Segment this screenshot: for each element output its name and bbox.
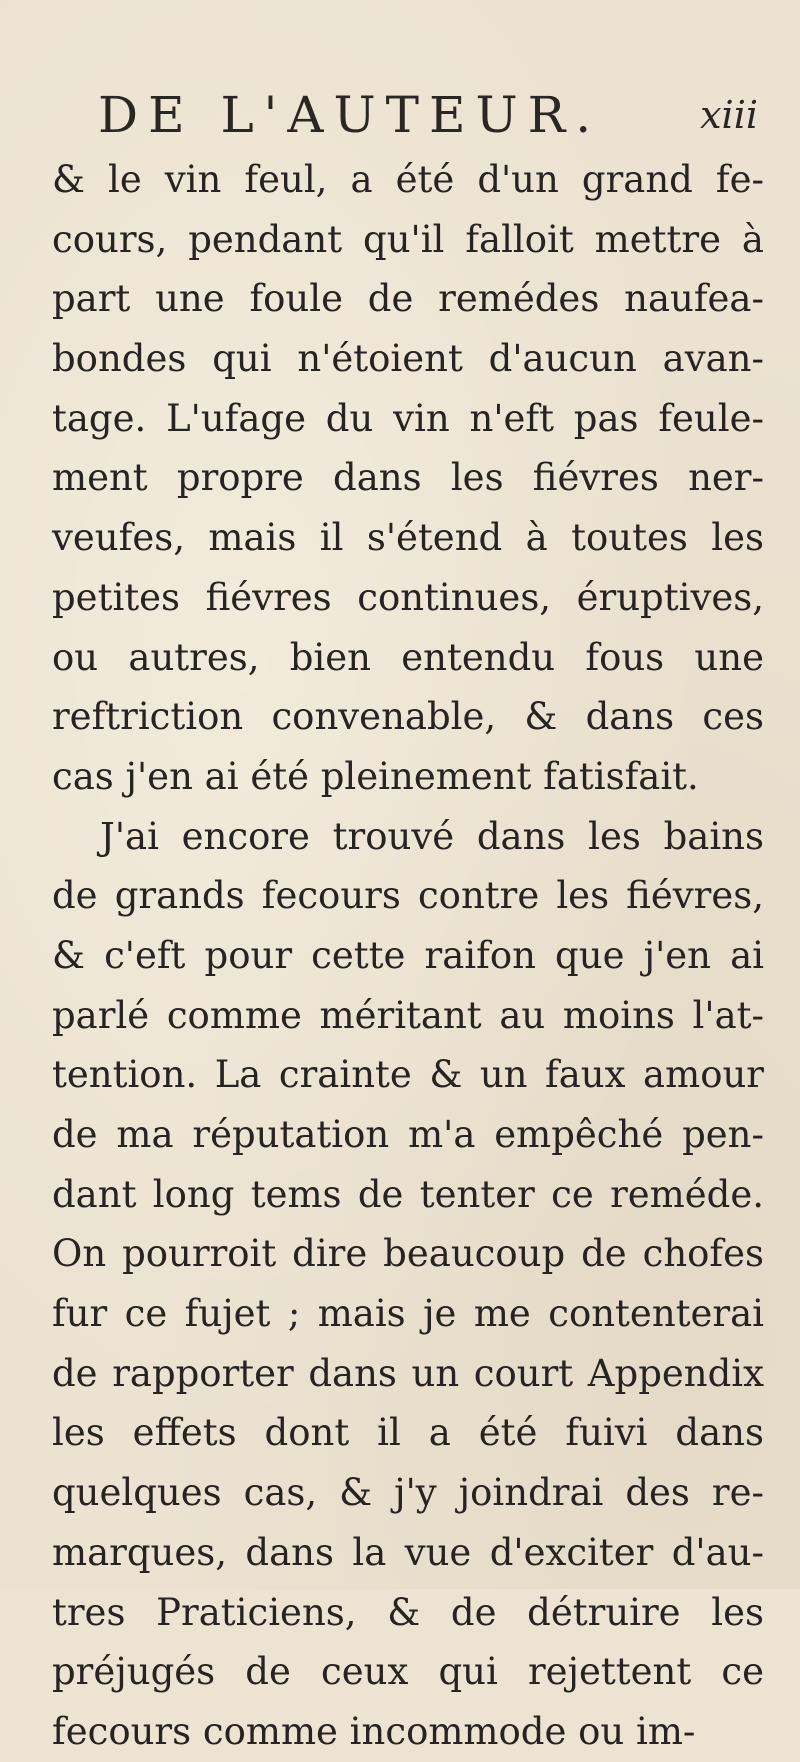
text-line: fecours comme incommode ou im-	[52, 1709, 696, 1753]
text-line: préjugés de ceux qui rejettent ce	[52, 1650, 764, 1694]
text-line: de ma réputation m'a empêché pen-	[52, 1113, 764, 1156]
text-line: fur ce fujet ; mais je me contenterai	[52, 1292, 764, 1336]
text-line: petites fiévres continues, éruptives,	[52, 575, 764, 619]
text-line: & c'eft pour cette raifon que j'en ai	[52, 933, 764, 977]
text-line: tage. L'ufage du vin n'eft pas feule-	[52, 396, 764, 440]
text-line: ou autres, bien entendu fous une	[52, 635, 764, 679]
text-line: reftriction convenable, & dans ces	[52, 695, 764, 739]
text-line: tention. La crainte & un faux amour	[52, 1053, 764, 1097]
text-line: cas j'en ai été pleinement fatisfait.	[52, 754, 699, 798]
page-header	[98, 80, 758, 150]
text-line: veufes, mais il s'étend à toutes les	[52, 516, 764, 560]
text-line: ment propre dans les fiévres ner-	[52, 456, 764, 500]
text-line: de grands fecours contre les fiévres,	[52, 874, 764, 918]
text-line: quelques cas, & j'y joindrai des re-	[52, 1471, 764, 1515]
text-line: & le vin feul, a été d'un grand fe-	[52, 158, 764, 201]
text-line: cours, pendant qu'il falloit mettre à	[52, 217, 764, 261]
body-text	[52, 150, 764, 1762]
text-line: parlé comme méritant au moins l'at-	[52, 993, 764, 1037]
text-line: J'ai encore trouvé dans les bains	[100, 814, 764, 858]
page-number: xiii	[700, 93, 758, 137]
text-line: les effets dont il a été fuivi dans	[52, 1411, 764, 1455]
text-line: tres Praticiens, & de détruire les	[52, 1590, 764, 1634]
text-line: bondes qui n'étoient d'aucun avan-	[52, 337, 764, 381]
text-line: marques, dans la vue d'exciter d'au-	[52, 1530, 764, 1574]
text-line: de rapporter dans un court Appendix	[52, 1351, 764, 1395]
text-line: dant long tems de tenter ce reméde.	[52, 1172, 764, 1216]
running-title: DE L'AUTEUR.	[98, 86, 602, 144]
text-line: part une foule de remédes naufea-	[52, 277, 764, 321]
text-line: On pourroit dire beaucoup de chofes	[52, 1232, 764, 1276]
